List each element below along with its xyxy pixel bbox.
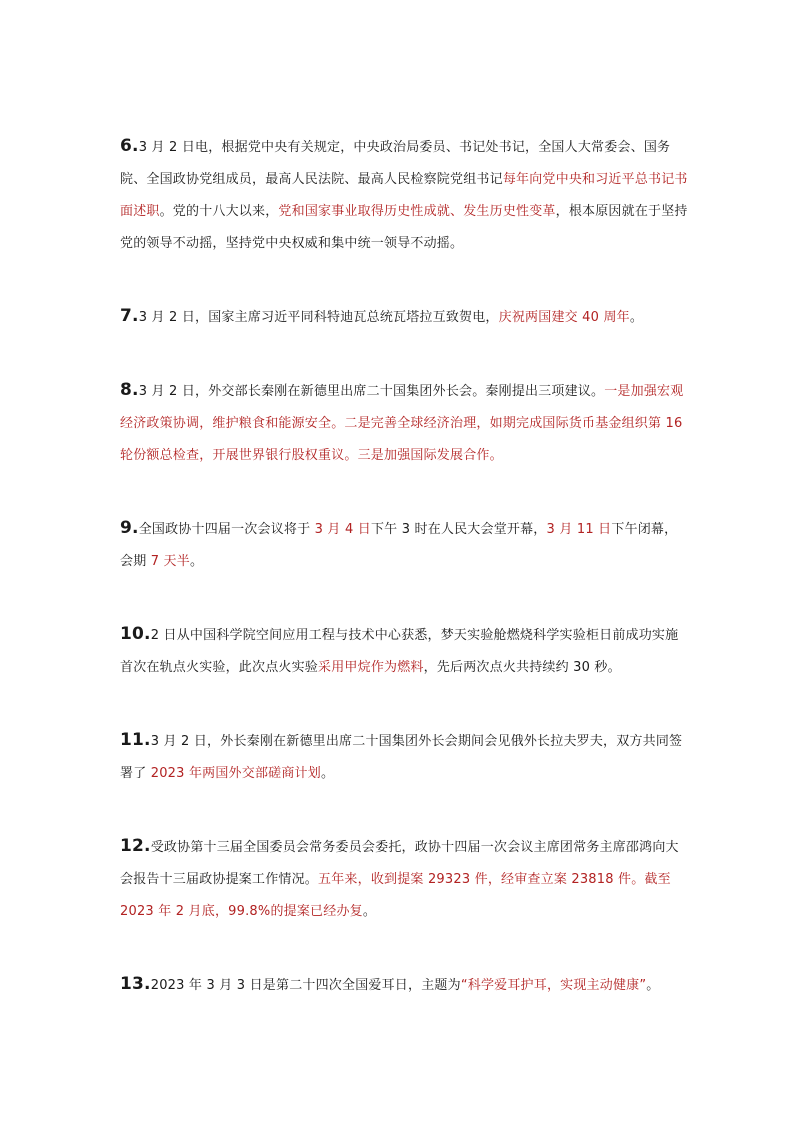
item-number: 12. (120, 836, 151, 856)
news-item (120, 968, 690, 1002)
body-text: 下午闭幕，会期 (120, 522, 678, 569)
body-text: 。 (646, 978, 660, 993)
body-text: 2023 年 3 月 3 日是第二十四次全国爱耳日，主题为 (150, 978, 461, 993)
item-number: 10. (120, 624, 151, 644)
highlighted-text: 五年来，收到提案 29323 件，经审查立案 23818 件。截至 2023 年 2 月底，99.8%的提案已经办复 (120, 872, 671, 919)
news-item (120, 374, 690, 472)
news-item (120, 130, 690, 260)
body-text: 全国政协十四届一次会议将于 (138, 522, 315, 537)
document-page (120, 130, 690, 1042)
news-item (120, 724, 690, 790)
body-text: ，根本原因就在于坚持党的领导不动摇，坚持党中央权威和集中统一领导不动摇。 (120, 204, 688, 251)
highlighted-text: 采用甲烷作为燃料 (318, 660, 424, 675)
highlighted-text: 一是加强宏观经济政策协调，维护粮食和能源安全。二是完善全球经济治理，如期完成国际货币基金组织第 16 轮份额总检查，开展世界银行股权重议。三是加强国际发展合作。 (120, 384, 684, 463)
item-number: 11. (120, 730, 151, 750)
body-text: 3 月 2 日，外交部长秦刚在新德里出席二十国集团外长会。秦刚提出三项建议。 (138, 384, 605, 399)
item-number: 13. (120, 974, 151, 994)
body-text: 3 月 2 日电，根据党中央有关规定，中央政治局委员、书记处书记，全国人大常委会、国务院、全国政协党组成员，最高人民法院、最高人民检察院党组书记 (120, 140, 671, 187)
body-text: 。 (320, 766, 335, 781)
body-text: 。 (362, 904, 377, 919)
body-text: 3 月 2 日，外长秦刚在新德里出席二十国集团外长会期间会见俄外长拉夫罗夫，双方共同签署了 (120, 734, 683, 781)
body-text: 下午 3 时在人民大会堂开幕， (370, 522, 547, 537)
highlighted-text: 3 月 11 日 (546, 522, 612, 537)
highlighted-text: 庆祝两国建交 40 周年 (498, 310, 630, 325)
item-number: 6. (120, 136, 139, 156)
item-number: 8. (120, 380, 139, 400)
body-text: 。党的十八大以来， (159, 204, 279, 219)
highlighted-text: 3 月 4 日 (314, 522, 371, 537)
news-item (120, 300, 690, 334)
item-number: 9. (120, 518, 139, 538)
body-text: 2 日从中国科学院空间应用工程与技术中心获悉，梦天实验舱燃烧科学实验柜日前成功实施首次在轨点火实验，此次点火实验 (120, 628, 679, 675)
news-item (120, 830, 690, 928)
news-item (120, 512, 690, 578)
highlighted-text: 7 天半 (150, 554, 190, 569)
highlighted-text: 2023 年两国外交部磋商计划 (150, 766, 321, 781)
highlighted-text: 每年向党中央和习近平总书记书面述职 (120, 172, 688, 219)
body-text: 。 (189, 554, 204, 569)
news-item (120, 618, 690, 684)
highlighted-text: 党和国家事业取得历史性成就、发生历史性变革 (278, 204, 556, 219)
item-number: 7. (120, 306, 139, 326)
body-text: 。 (629, 310, 644, 325)
body-text: ，先后两次点火共持续约 30 秒。 (423, 660, 621, 675)
highlighted-text: “科学爱耳护耳，实现主动健康” (460, 978, 647, 993)
body-text: 3 月 2 日，国家主席习近平同科特迪瓦总统瓦塔拉互致贺电， (138, 310, 499, 325)
body-text: 受政协第十三届全国委员会常务委员会委托，政协十四届一次会议主席团常务主席邵鸿向大会报告十三届政协提案工作情况。 (120, 840, 679, 887)
